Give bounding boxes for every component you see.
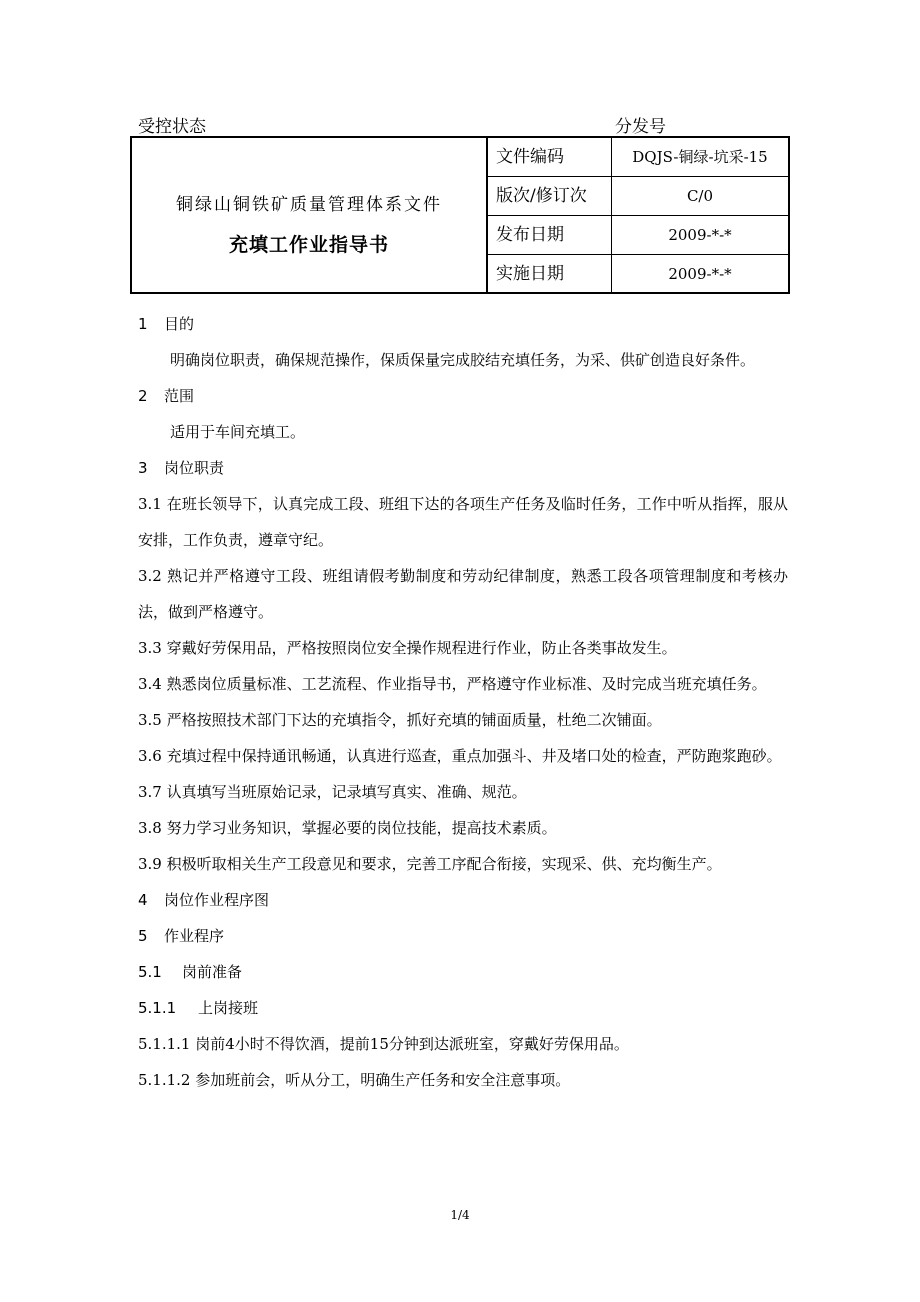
section-title: 目的 [164,315,195,333]
section-number: 4 [138,891,148,909]
list-item: 3.9 积极听取相关生产工段意见和要求，完善工序配合衔接，实现采、供、充均衡生产。 [138,855,722,873]
header-row-revision [488,177,788,216]
section-title: 岗位作业程序图 [164,891,270,909]
list-item: 3.3 穿戴好劳保用品，严格按照岗位安全操作规程进行作业，防止各类事故发生。 [138,639,677,657]
header-row-value: 2009-*-* [668,226,732,244]
header-row-value: DQJS-铜绿-坑采-15 [632,148,768,166]
section-heading-purpose [138,306,788,342]
control-header-line [138,112,774,136]
section-title: 作业程序 [164,927,225,945]
list-item: 3.4 熟悉岗位质量标准、工艺流程、作业指导书，严格遵守作业标准、及时完成当班充填任务。 [138,675,767,693]
subsection-heading-preparation [138,954,788,990]
section-heading-duties [138,450,788,486]
control-status-blank [218,120,318,137]
section-title: 上岗接班 [198,999,259,1017]
header-row-doc-code [488,138,788,177]
header-row-value: C/0 [686,187,714,205]
control-status [138,112,318,137]
header-row-value: 2009-*-* [668,265,732,283]
list-item: 3.2 熟记并严格遵守工段、班组请假考勤制度和劳动纪律制度，熟悉工段各项管理制度和考核办法，做到严格遵守。 [138,567,788,621]
document-body [138,306,788,1098]
section-number: 2 [138,387,148,405]
list-item: 5.1.1.1 岗前4小时不得饮酒，提前15分钟到达派班室，穿戴好劳保用品。 [138,1035,629,1053]
section-number: 5.1.1 [138,999,177,1017]
distribution-number-blank [678,120,774,137]
section-number: 1 [138,315,148,333]
section-title: 岗位职责 [164,459,225,477]
distribution-number-label: 分发号 [615,117,666,137]
list-item: 3.5 严格按照技术部门下达的充填指令，抓好充填的铺面质量，杜绝二次铺面。 [138,711,662,729]
header-row-key: 发布日期 [488,216,612,254]
list-item: 3.1 在班长领导下，认真完成工段、班组下达的各项生产任务及临时任务，工作中听从指挥，服从安排，工作负责，遵章守纪。 [138,495,788,549]
section-heading-scope [138,378,788,414]
header-row-publish-date [488,216,788,255]
section-heading-procedure [138,918,788,954]
header-row-key: 版次/修订次 [488,177,612,215]
document-header-table [130,136,790,294]
section-number: 3 [138,459,148,477]
organization-line: 铜绿山铜铁矿质量管理体系文件 [176,195,442,215]
section-number: 5.1 [138,963,162,981]
list-item: 3.6 充填过程中保持通讯畅通，认真进行巡查，重点加强斗、井及堵口处的检查，严防跑浆跑砂。 [138,747,782,765]
page-number: 1/4 [450,1208,470,1222]
header-row-effective-date [488,255,788,292]
section-number: 5 [138,927,148,945]
subsection-heading-shift-handover [138,990,788,1026]
document-title: 充填工作业指导书 [228,234,389,256]
section-paragraph: 明确岗位职责，确保规范操作，保质保量完成胶结充填任务，为采、供矿创造良好条件。 [170,351,756,369]
control-status-label: 受控状态 [138,117,206,137]
list-item: 3.7 认真填写当班原始记录，记录填写真实、准确、规范。 [138,783,527,801]
distribution-number [615,112,774,137]
header-row-key: 文件编码 [488,138,612,176]
section-heading-procedure-chart [138,882,788,918]
section-paragraph: 适用于车间充填工。 [170,423,306,441]
list-item: 5.1.1.2 参加班前会，听从分工，明确生产任务和安全注意事项。 [138,1071,571,1089]
header-row-key: 实施日期 [488,255,612,292]
section-title: 范围 [164,387,195,405]
document-header-title-cell [132,138,488,292]
list-item: 3.8 努力学习业务知识，掌握必要的岗位技能，提高技术素质。 [138,819,557,837]
section-title: 岗前准备 [182,963,243,981]
